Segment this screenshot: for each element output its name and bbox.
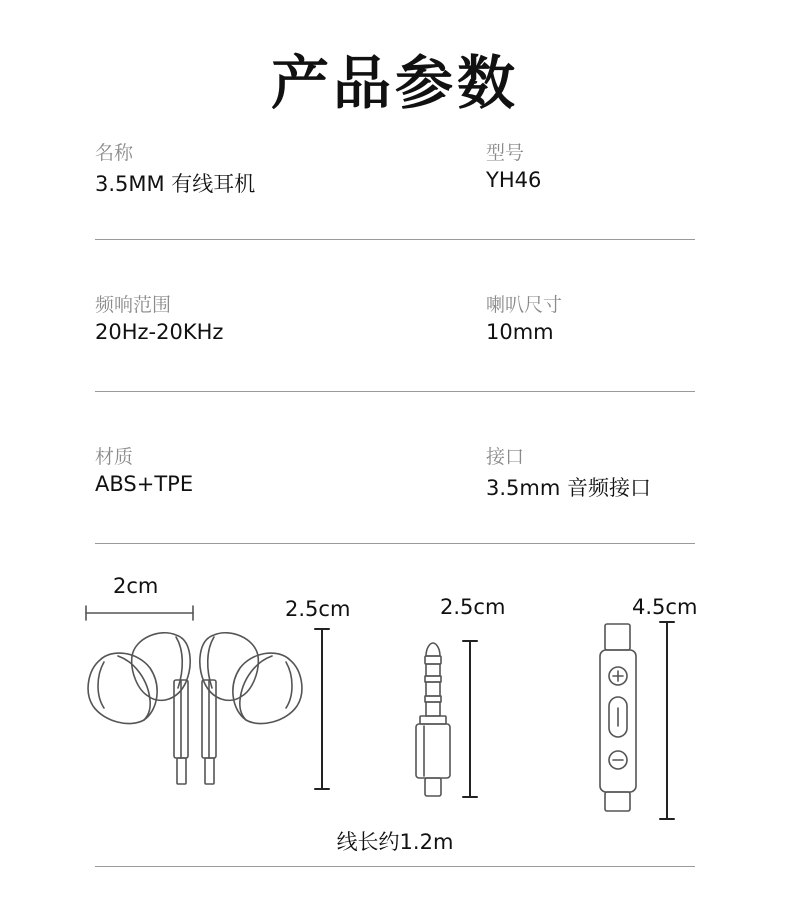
divider xyxy=(95,866,695,867)
spec-label-interface: 接口 xyxy=(486,446,525,468)
spec-label-frequency: 频响范围 xyxy=(95,294,172,316)
cable-length-label: 线长约1.2m xyxy=(336,830,454,854)
spec-value-interface: 3.5mm 音频接口 xyxy=(486,476,651,500)
spec-label-model: 型号 xyxy=(486,142,525,164)
spec-label-material: 材质 xyxy=(95,446,134,468)
remote-length-label: 4.5cm xyxy=(632,595,698,619)
spec-value-speaker-size: 10mm xyxy=(486,320,554,344)
earbud-width-label: 2cm xyxy=(113,574,159,598)
plug-length-label: 2.5cm xyxy=(440,595,506,619)
plug-dimension-line xyxy=(463,641,477,797)
audio-plug-drawing xyxy=(416,643,450,796)
spec-label-speaker-size: 喇叭尺寸 xyxy=(486,294,563,316)
spec-value-name: 3.5MM 有线耳机 xyxy=(95,172,256,196)
inline-remote-drawing xyxy=(600,624,636,811)
earbud-height-dimension-line xyxy=(315,629,329,789)
right-earbud-drawing xyxy=(200,633,302,784)
remote-dimension-line xyxy=(660,622,674,819)
spec-label-name: 名称 xyxy=(95,142,134,164)
page-title: 产品参数 xyxy=(270,49,519,117)
earbud-height-label: 2.5cm xyxy=(285,597,351,621)
spec-value-material: ABS+TPE xyxy=(95,472,194,496)
spec-value-model: YH46 xyxy=(486,168,542,192)
spec-value-frequency: 20Hz-20KHz xyxy=(95,320,224,344)
left-earbud-drawing xyxy=(88,633,190,784)
width-dimension-line xyxy=(86,606,193,620)
